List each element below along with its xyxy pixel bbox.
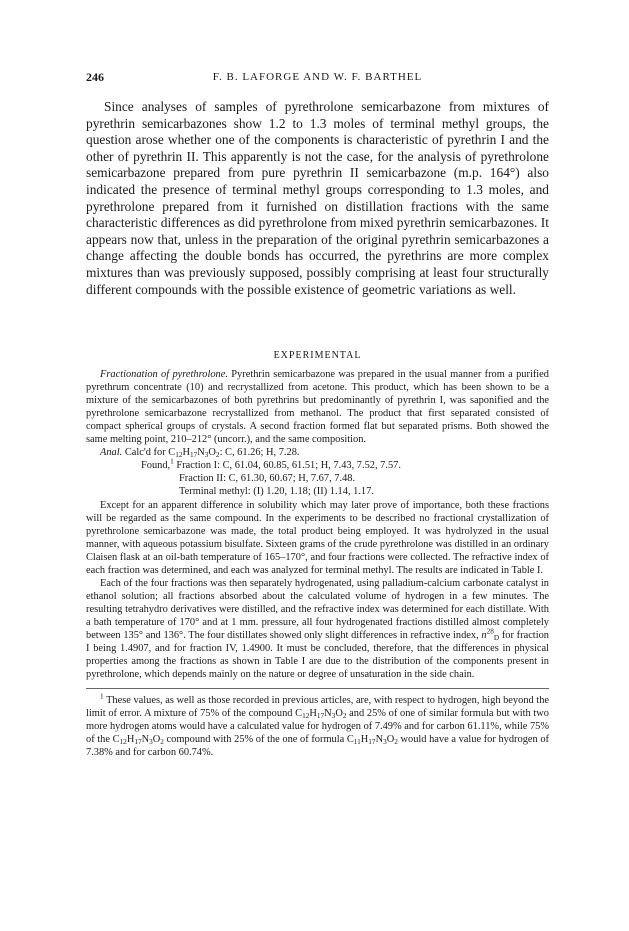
formula-element: O xyxy=(208,447,216,459)
anal-calcd-line xyxy=(86,446,549,459)
formula-element: N xyxy=(197,447,205,459)
formula-element: O xyxy=(152,734,161,746)
footnote-part: compound with 25% of the one of formula C xyxy=(163,734,354,746)
fraction-one-values: Fraction I: C, 61.04, 60.85, 61.51; H, 7.43, 7.52, 7.57. xyxy=(176,460,401,472)
footnote-marker: 1 xyxy=(100,692,104,701)
footnote-ref: 1 xyxy=(170,457,174,466)
running-authors: F. B. LAFORGE AND W. F. BARTHEL xyxy=(212,71,423,83)
refractive-index-symbol: n xyxy=(481,629,487,641)
formula-element: H xyxy=(360,734,369,746)
footnote xyxy=(86,694,549,759)
experimental-section xyxy=(86,349,549,759)
anal-calcd-prefix: Calc'd for C xyxy=(124,447,176,459)
footnote-part: and 25% of one of similar formula but with two more hydrogen atoms would have a calculated value for hydrogen of 7.49% and for carbon 61.11%, while 75% of the C xyxy=(86,708,550,746)
formula-sub: 11 xyxy=(353,738,361,747)
formula-element: N xyxy=(375,734,384,746)
formula-element: H xyxy=(309,708,317,720)
formula-sub: 17 xyxy=(368,738,376,747)
except-paragraph: Except for an apparent difference in solubility which may later prove of importance, both these fractions will be regarded as the same compound. In the experiments to be described no fractional crystallization of pyrethrolone semicarbazone was made, the total product being employed. It was hydrolyzed in the usual manner, with aqueous potassium bisulfate. Sixteen grams of the crude pyrethrolone was distilled in an ordinary Claisen flask at an oil-bath temperature of 165–170°, and four fractions were collected. The refractive index of each fraction was determined, and each was analyzed for terminal methyl. The results are indicated in Table I. xyxy=(86,499,549,576)
formula-sub: 2 xyxy=(160,738,164,747)
refractive-index-temp: 28 xyxy=(486,627,494,636)
formula-element: N xyxy=(141,734,150,746)
intro-section xyxy=(86,99,549,298)
formula-sub: 3 xyxy=(331,712,336,721)
fraction-two-line: Fraction II: C, 61.30, 60.67; H, 7.67, 7.48. xyxy=(179,473,356,485)
found-label: Found, xyxy=(141,460,171,472)
anal-label: Anal. xyxy=(100,447,123,459)
footnote-divider xyxy=(86,688,549,689)
hydrogenation-paragraph xyxy=(86,577,549,681)
experimental-heading: EXPERIMENTAL xyxy=(273,350,362,361)
footnote-part: These values, as well as those recorded in previous articles, are, with respect to hydrogen, high beyond the limit of error. A mixture of 75% of the compound C xyxy=(86,695,549,720)
formula-sub: 2 xyxy=(394,738,398,747)
fractionation-text: Pyrethrin semicarbazone was prepared in the usual manner from a purified pyrethrum concentrate (10) and recrystallized from acetone. This product, which has been shown to be a mixture of the semicarbazones of both pyrethrins but predominantly of pyrethrin I, was saponified and the pyrethrolone semicarbazone recrystallized from methanol. The product that first separated consisted of compact spherical groups of crystals. A second fraction formed flat but separated prisms. Both showed the same melting point, 210–212° (uncorr.), and the same composition. xyxy=(86,369,549,446)
formula-element: H xyxy=(126,734,135,746)
hydrogenation-text-2: for fraction I being 1.4907, and for fraction IV, 1.4900. It must be concluded, therefore, that the differences in physical properties among the fractions as shown in Table I are due to the distribution of the components present in pyrethrolone, which depends mainly on the nature or degree of unsaturation in the side chain. xyxy=(86,629,549,681)
fractionation-title: Fractionation of pyrethrolone. xyxy=(100,369,228,381)
page-number: 246 xyxy=(86,70,104,84)
formula-sub: 2 xyxy=(342,712,347,721)
formula-sub: 3 xyxy=(383,738,387,747)
formula-element: H xyxy=(182,447,190,459)
anal-calcd-suffix: : C, 61.26; H, 7.28. xyxy=(219,447,300,459)
formula-sub: 12 xyxy=(119,738,127,747)
formula-sub: 3 xyxy=(149,738,153,747)
hydrogenation-text-1: Each of the four fractions was then separately hydrogenated, using palladium-calcium carbonate catalyst in ethanol solution; all fractions absorbed about the calculated volume of hydrogen in a few minutes. The resulting tetrahydro derivatives were distilled, and the refractive index was determined for each distillate. With a bath temperature of 170° and at 1 mm. pressure, all four hydrogenated fractions distilled almost completely between 135° and 136°. The four distillates showed only slight differences in refractive index, xyxy=(86,577,549,641)
formula-element: O xyxy=(386,734,395,746)
formula-sub: 17 xyxy=(316,712,325,721)
refractive-index-line: D xyxy=(493,633,500,642)
found-line xyxy=(86,459,549,472)
formula-sub: 3 xyxy=(204,451,209,460)
terminal-methyl-line: Terminal methyl: (I) 1.20, 1.18; (II) 1.14, 1.17. xyxy=(179,486,374,498)
fractionation-paragraph xyxy=(86,368,549,446)
footnote-part: would have a value for hydrogen of 7.38% and for carbon 60.74%. xyxy=(86,734,549,759)
formula-sub: 17 xyxy=(189,451,198,460)
formula-sub: 12 xyxy=(302,712,310,721)
intro-paragraph: Since analyses of samples of pyrethrolone semicarbazone from mixtures of pyrethrin semicarbazones show 1.2 to 1.3 moles of terminal methyl groups, the question arose whether one of the components is characteristic of pyrethrin I and the other of pyrethrin II. This apparently is not the case, for the analysis of pyrethrolone semicarbazone prepared from pure pyrethrin II semicarbazone (m.p. 164°) also indicated the presence of terminal methyl groups corresponding to 1.3 moles, and pyrethrolone prepared from it furnished on distillation fractions with the same characteristic differences as did pyrethrolone from mixed pyrethrin semicarbazones. It appears now that, unless in the preparation of the original pyrethrin semicarbazones a change affecting the double bonds has occurred, the pyrethrins are more complex mixtures than was previously supposed, possibly comprising at least four structurally different compounds with the possible existence of geometric variations as well. xyxy=(86,99,549,297)
footnote-text xyxy=(86,694,549,759)
formula-element: N xyxy=(324,708,332,720)
formula-sub: 17 xyxy=(134,738,142,747)
formula-sub: 2 xyxy=(215,451,220,460)
formula-sub: 12 xyxy=(175,451,183,460)
formula-element: O xyxy=(335,708,343,720)
